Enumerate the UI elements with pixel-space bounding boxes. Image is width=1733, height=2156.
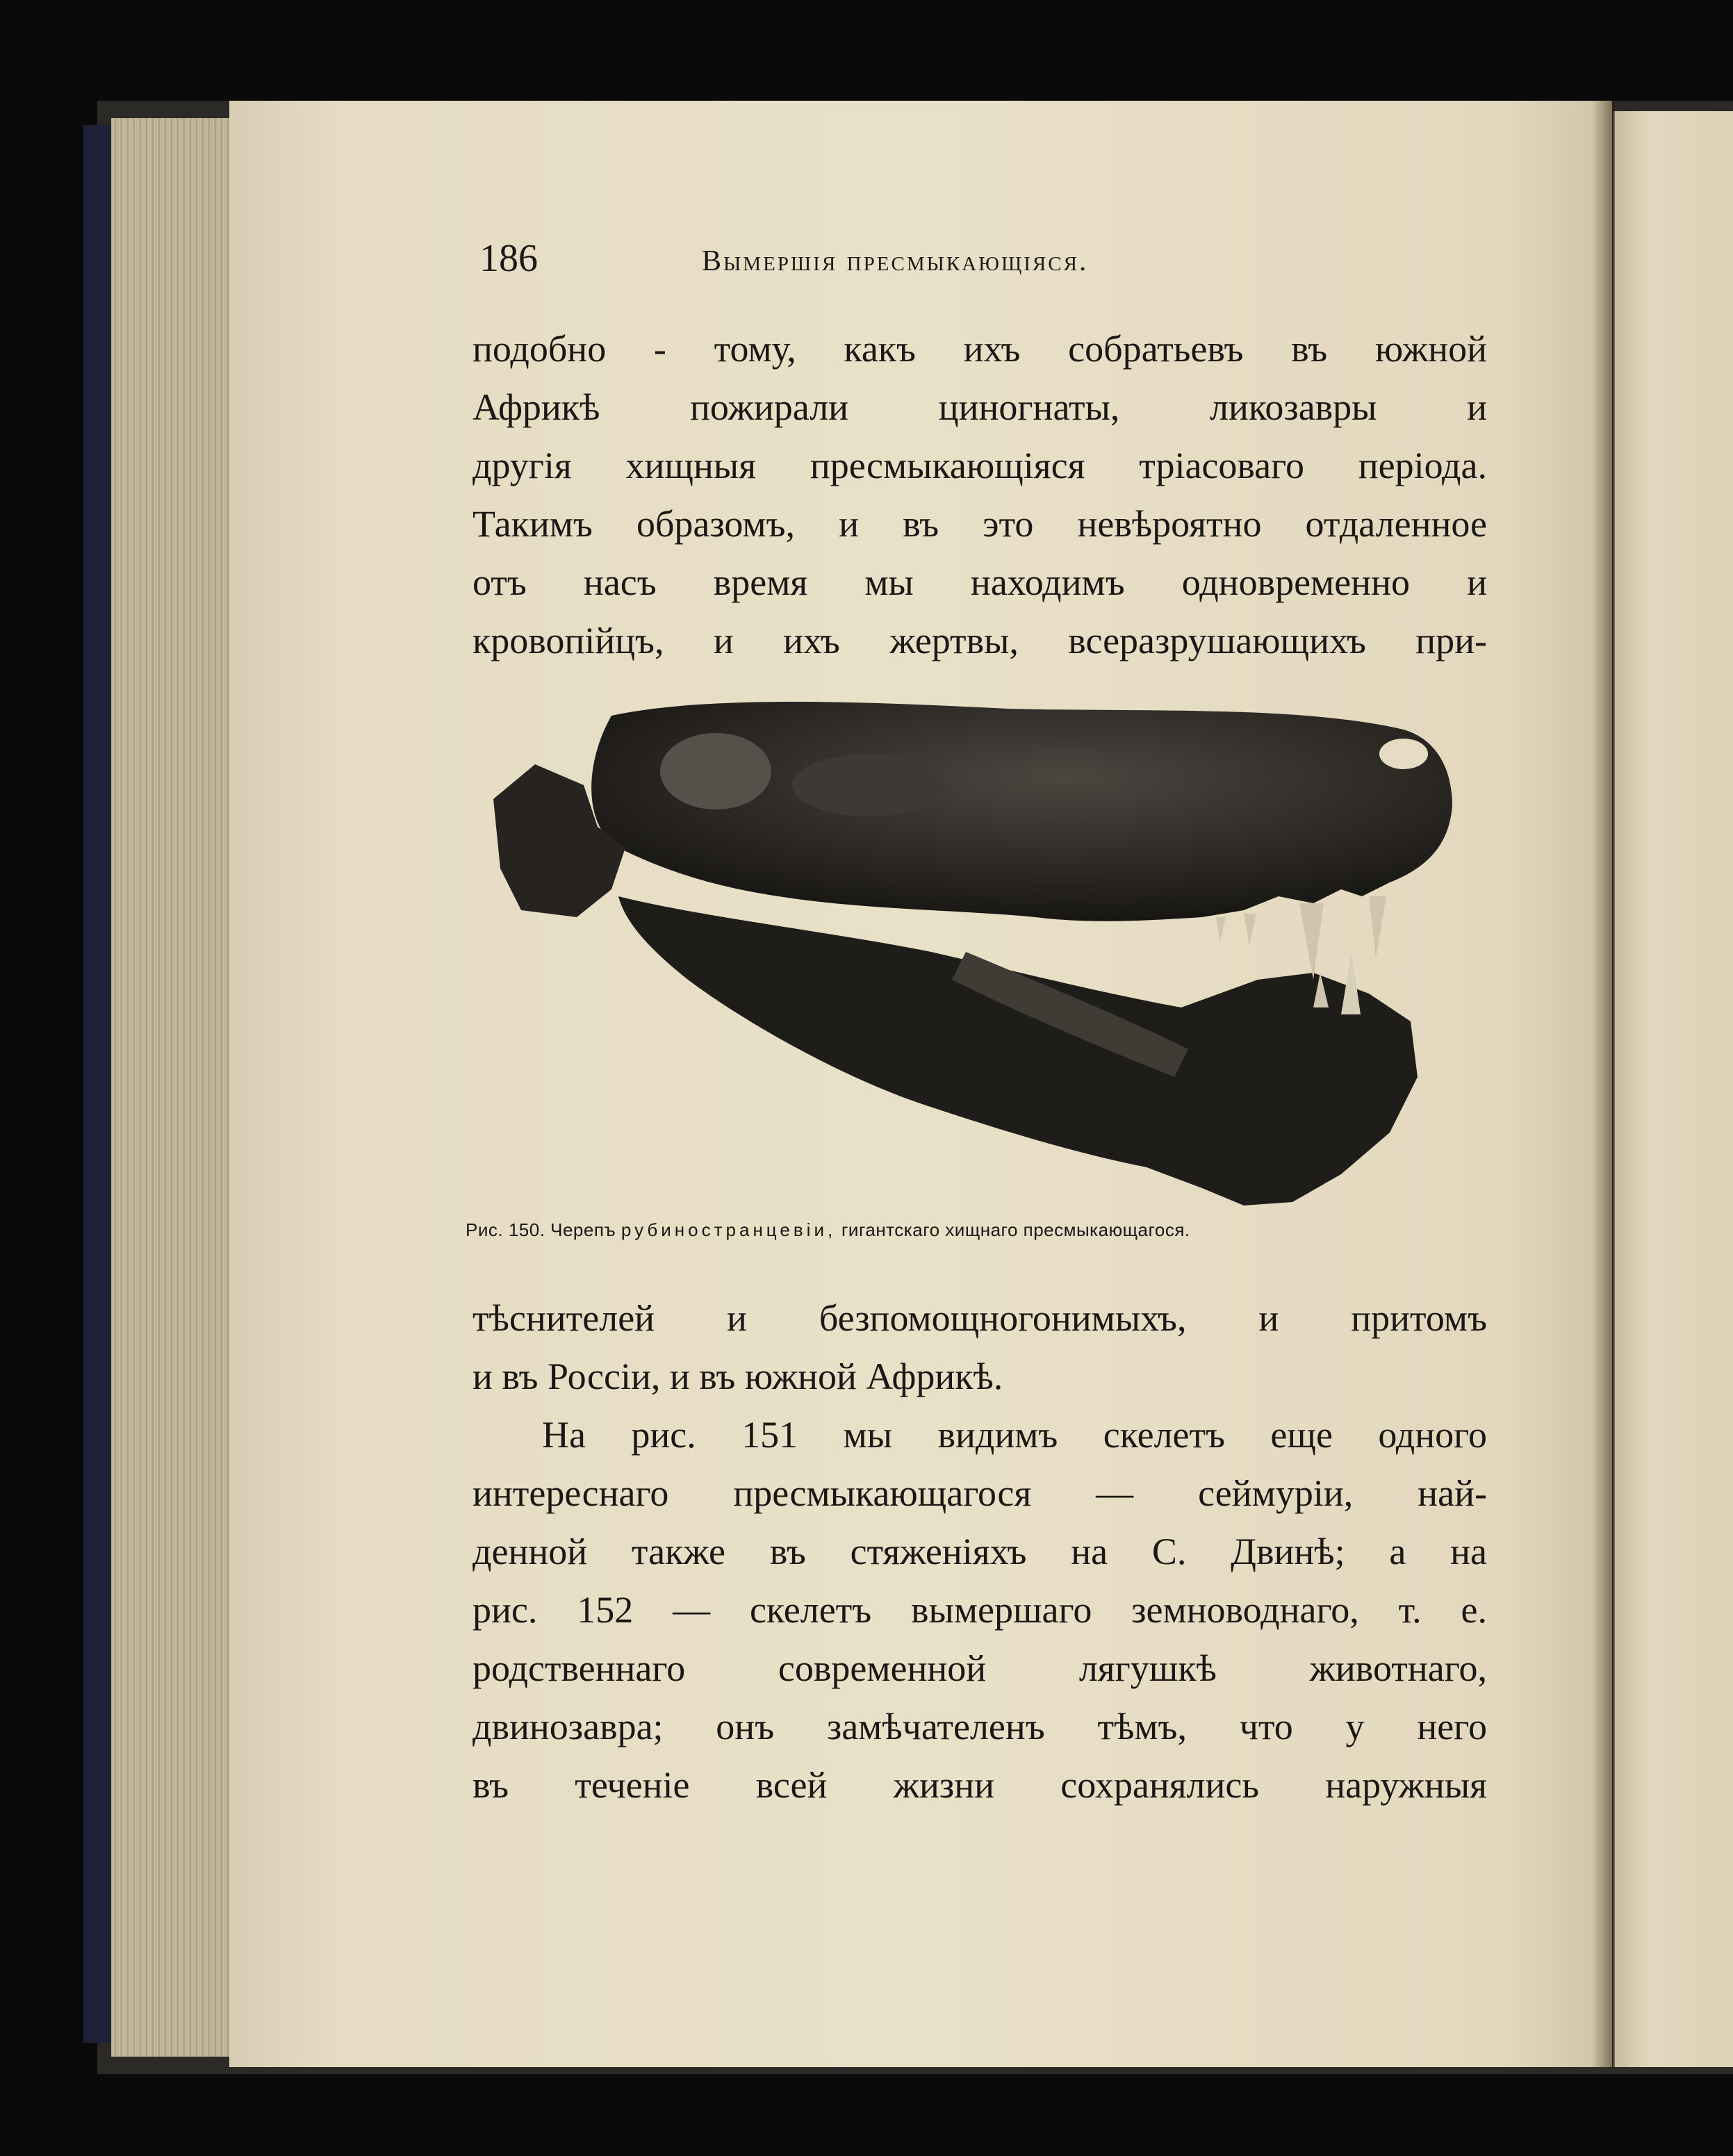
caption-description: гигантскаго хищнаго пресмыкающагося.: [841, 1219, 1190, 1240]
text-line: и въ Россіи, и въ южной Африкѣ.: [473, 1356, 1003, 1397]
text-line: отъ насъ время мы находимъ одновременно и: [473, 561, 1487, 603]
book-spine: [83, 125, 111, 2043]
caption-species-name: рубиностранцевіи,: [621, 1219, 837, 1240]
page-header: [479, 236, 1487, 292]
page-number: 186: [479, 237, 538, 280]
top-paragraph: [473, 320, 1487, 670]
text-line: родственнаго современной лягушкѣ животнаго,: [473, 1647, 1487, 1689]
text-line: интереснаго пресмыкающагося — сеймуріи, най-: [473, 1472, 1487, 1514]
figure-caption: [466, 1219, 1494, 1241]
skull-illustration: [479, 688, 1487, 1216]
text-line: тѣснителей и безпомощногонимыхъ, и притомъ: [473, 1297, 1487, 1339]
text-line: рис. 152 — скелетъ вымершаго земноводнаго, т. е.: [473, 1589, 1487, 1631]
text-line: Африкѣ пожирали циногнаты, ликозавры и: [473, 386, 1487, 428]
bottom-paragraphs: [473, 1289, 1487, 1814]
text-line: двинозавра; онъ замѣчателенъ тѣмъ, что у него: [473, 1706, 1487, 1747]
caption-prefix: Рис. 150. Черепъ: [466, 1219, 616, 1240]
text-line: На рис. 151 мы видимъ скелетъ еще одного: [542, 1414, 1487, 1456]
page-gutter: [1591, 101, 1615, 2067]
facing-page: [1613, 111, 1733, 2067]
text-line: Такимъ образомъ, и въ это невѣроятно отдаленное: [473, 503, 1487, 545]
text-line: другія хищныя пресмыкающіяся тріасоваго періода.: [473, 445, 1487, 486]
text-line: въ теченіе всей жизни сохранялись наружныя: [473, 1764, 1487, 1806]
running-title: Вымершія пресмыкающіяся.: [702, 245, 1089, 277]
page-edges: [111, 118, 229, 2057]
text-line: кровопійцъ, и ихъ жертвы, всеразрушающихъ при-: [473, 620, 1487, 661]
text-line: денной также въ стяженіяхъ на С. Двинѣ; а на: [473, 1531, 1487, 1572]
text-line: подобно - тому, какъ ихъ собратьевъ въ южной: [473, 328, 1487, 370]
